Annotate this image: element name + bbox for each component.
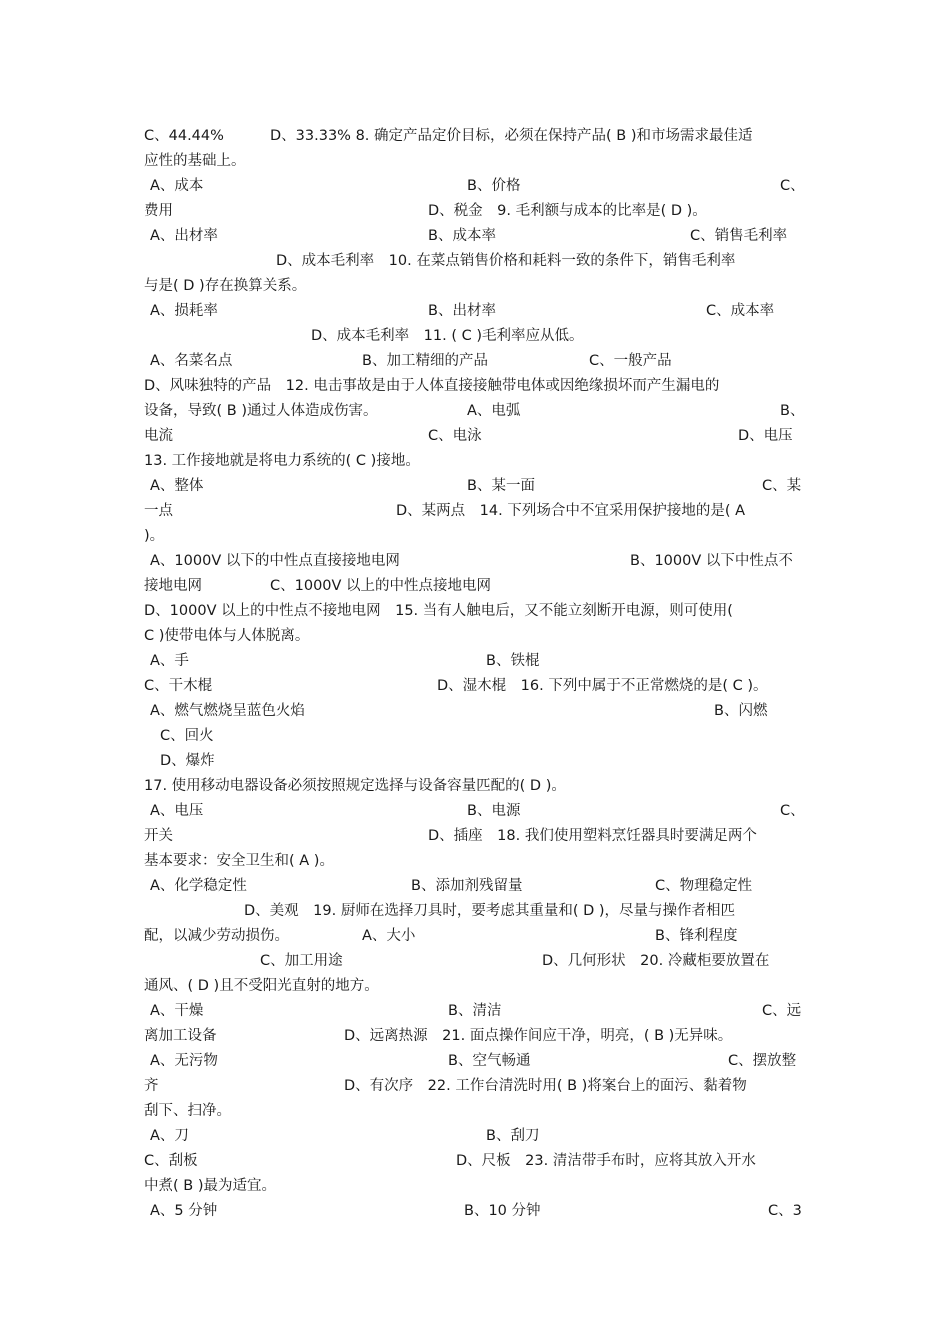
text-line xyxy=(144,1199,808,1224)
text-segment: )。 xyxy=(144,528,165,544)
text-segment: D、湿木棍 16. 下列中属于不正常燃烧的是( C )。 xyxy=(437,678,768,694)
text-segment: D、美观 19. 厨师在选择刀具时，要考虑其重量和( D )，尽量与操作者相匹 xyxy=(244,903,736,919)
text-line xyxy=(144,324,808,349)
text-segment: B、1000V 以下中性点不 xyxy=(630,553,793,569)
text-segment: A、干燥 xyxy=(150,1003,204,1019)
text-line xyxy=(144,799,808,824)
text-segment: C、3 xyxy=(768,1203,802,1219)
text-line xyxy=(144,399,808,424)
text-segment: B、 xyxy=(780,403,805,419)
text-segment: D、成本毛利率 10. 在菜点销售价格和耗料一致的条件下，销售毛利率 xyxy=(276,253,736,269)
text-segment: C、销售毛利率 xyxy=(690,228,788,244)
text-segment: C、1000V 以上的中性点接地电网 xyxy=(270,578,492,594)
text-line xyxy=(144,1149,808,1174)
text-segment: D、1000V 以上的中性点不接地电网 15. 当有人触电后，又不能立刻断开电源，则可使用( xyxy=(144,603,733,619)
text-segment: A、电压 xyxy=(150,803,204,819)
text-line xyxy=(144,849,808,874)
text-line xyxy=(144,1124,808,1149)
text-segment: 17. 使用移动电器设备必须按照规定选择与设备容量匹配的( D )。 xyxy=(144,778,566,794)
text-segment: D、33.33% 8. 确定产品定价目标，必须在保持产品( B )和市场需求最佳适 xyxy=(270,128,753,144)
text-segment: B、清洁 xyxy=(448,1003,502,1019)
text-segment: D、税金 9. 毛利额与成本的比率是( D )。 xyxy=(428,203,707,219)
text-segment: C、摆放整 xyxy=(728,1053,797,1069)
text-segment: 接地电网 xyxy=(144,578,202,594)
text-segment: B、闪燃 xyxy=(714,703,768,719)
text-segment: D、尺板 23. 清洁带手布时，应将其放入开水 xyxy=(456,1153,756,1169)
text-line xyxy=(144,1024,808,1049)
text-segment: B、10 分钟 xyxy=(464,1203,541,1219)
text-segment: B、刮刀 xyxy=(486,1128,540,1144)
text-segment: D、有次序 22. 工作台清洗时用( B )将案台上的面污、黏着物 xyxy=(344,1078,747,1094)
text-segment: A、出材率 xyxy=(150,228,218,244)
text-segment: 刮下、扫净。 xyxy=(144,1103,231,1119)
text-segment: B、加工精细的产品 xyxy=(362,353,488,369)
text-line xyxy=(144,699,808,724)
text-segment: D、电压 xyxy=(738,428,793,444)
text-line xyxy=(144,749,808,774)
text-segment: C、一般产品 xyxy=(589,353,672,369)
text-line xyxy=(144,499,808,524)
text-segment: D、风味独特的产品 12. 电击事故是由于人体直接接触带电体或因绝缘损坏而产生漏电的 xyxy=(144,378,720,394)
text-line xyxy=(144,274,808,299)
text-segment: A、大小 xyxy=(362,928,416,944)
text-line xyxy=(144,774,808,799)
text-line xyxy=(144,649,808,674)
text-segment: 13. 工作接地就是将电力系统的( C )接地。 xyxy=(144,453,420,469)
text-segment: B、电源 xyxy=(467,803,521,819)
text-line xyxy=(144,999,808,1024)
text-segment: C、电泳 xyxy=(428,428,482,444)
text-segment: A、成本 xyxy=(150,178,204,194)
text-segment: D、爆炸 xyxy=(160,753,215,769)
text-line xyxy=(144,549,808,574)
text-line xyxy=(144,899,808,924)
text-line xyxy=(144,349,808,374)
text-line xyxy=(144,674,808,699)
text-line xyxy=(144,224,808,249)
text-segment: C、刮板 xyxy=(144,1153,198,1169)
text-segment: 通风、( D )且不受阳光直射的地方。 xyxy=(144,978,379,994)
text-segment: B、某一面 xyxy=(467,478,535,494)
text-line xyxy=(144,1049,808,1074)
text-segment: 电流 xyxy=(144,428,173,444)
text-segment: C、 xyxy=(780,803,805,819)
text-segment: D、几何形状 20. 冷藏柜要放置在 xyxy=(542,953,770,969)
text-segment: A、无污物 xyxy=(150,1053,218,1069)
text-line xyxy=(144,249,808,274)
text-line xyxy=(144,474,808,499)
text-segment: D、某两点 14. 下列场合中不宜采用保护接地的是( A xyxy=(396,503,746,519)
text-segment: B、价格 xyxy=(467,178,521,194)
text-segment: 应性的基础上。 xyxy=(144,153,246,169)
text-line xyxy=(144,124,808,149)
text-segment: C、远 xyxy=(762,1003,802,1019)
text-line xyxy=(144,424,808,449)
text-segment: B、添加剂残留量 xyxy=(411,878,523,894)
text-line xyxy=(144,1174,808,1199)
text-line xyxy=(144,599,808,624)
text-segment: C、44.44% xyxy=(144,128,224,144)
text-segment: C、 xyxy=(780,178,805,194)
text-segment: C、回火 xyxy=(160,728,214,744)
text-segment: A、化学稳定性 xyxy=(150,878,247,894)
text-line xyxy=(144,1099,808,1124)
text-line xyxy=(144,974,808,999)
text-line xyxy=(144,874,808,899)
text-segment: A、刀 xyxy=(150,1128,189,1144)
text-segment: C )使带电体与人体脱离。 xyxy=(144,628,310,644)
text-segment: 基本要求：安全卫生和( A )。 xyxy=(144,853,334,869)
text-segment: B、出材率 xyxy=(428,303,496,319)
text-segment: 中煮( B )最为适宜。 xyxy=(144,1178,276,1194)
text-line xyxy=(144,724,808,749)
document-body xyxy=(144,124,808,1224)
text-line xyxy=(144,924,808,949)
text-segment: 离加工设备 xyxy=(144,1028,217,1044)
text-segment: A、5 分钟 xyxy=(150,1203,218,1219)
text-line xyxy=(144,174,808,199)
text-segment: A、损耗率 xyxy=(150,303,218,319)
text-segment: B、成本率 xyxy=(428,228,496,244)
text-segment: A、名菜名点 xyxy=(150,353,233,369)
text-line xyxy=(144,149,808,174)
text-line xyxy=(144,624,808,649)
text-segment: A、整体 xyxy=(150,478,204,494)
text-segment: A、手 xyxy=(150,653,189,669)
text-line xyxy=(144,949,808,974)
text-segment: 与是( D )存在换算关系。 xyxy=(144,278,307,294)
text-segment: C、加工用途 xyxy=(260,953,343,969)
text-segment: D、成本毛利率 11. ( C )毛利率应从低。 xyxy=(311,328,584,344)
text-segment: C、成本率 xyxy=(706,303,775,319)
text-line xyxy=(144,299,808,324)
text-segment: A、电弧 xyxy=(467,403,521,419)
text-segment: A、1000V 以下的中性点直接接地电网 xyxy=(150,553,400,569)
text-segment: D、插座 18. 我们使用塑料烹饪器具时要满足两个 xyxy=(428,828,757,844)
text-segment: 设备，导致( B )通过人体造成伤害。 xyxy=(144,403,378,419)
text-line xyxy=(144,574,808,599)
text-segment: D、远离热源 21. 面点操作间应干净，明亮，( B )无异味。 xyxy=(344,1028,733,1044)
text-line xyxy=(144,374,808,399)
text-segment: B、锋利程度 xyxy=(655,928,738,944)
text-line xyxy=(144,524,808,549)
text-segment: A、燃气燃烧呈蓝色火焰 xyxy=(150,703,305,719)
text-line xyxy=(144,199,808,224)
text-segment: 齐 xyxy=(144,1078,159,1094)
text-line xyxy=(144,824,808,849)
text-segment: C、物理稳定性 xyxy=(655,878,753,894)
text-segment: C、干木棍 xyxy=(144,678,213,694)
text-segment: 配，以减少劳动损伤。 xyxy=(144,928,289,944)
text-segment: 一点 xyxy=(144,503,173,519)
text-segment: B、铁棍 xyxy=(486,653,540,669)
text-segment: C、某 xyxy=(762,478,802,494)
text-segment: 开关 xyxy=(144,828,173,844)
text-segment: B、空气畅通 xyxy=(448,1053,531,1069)
text-line xyxy=(144,449,808,474)
text-segment: 费用 xyxy=(144,203,173,219)
text-line xyxy=(144,1074,808,1099)
